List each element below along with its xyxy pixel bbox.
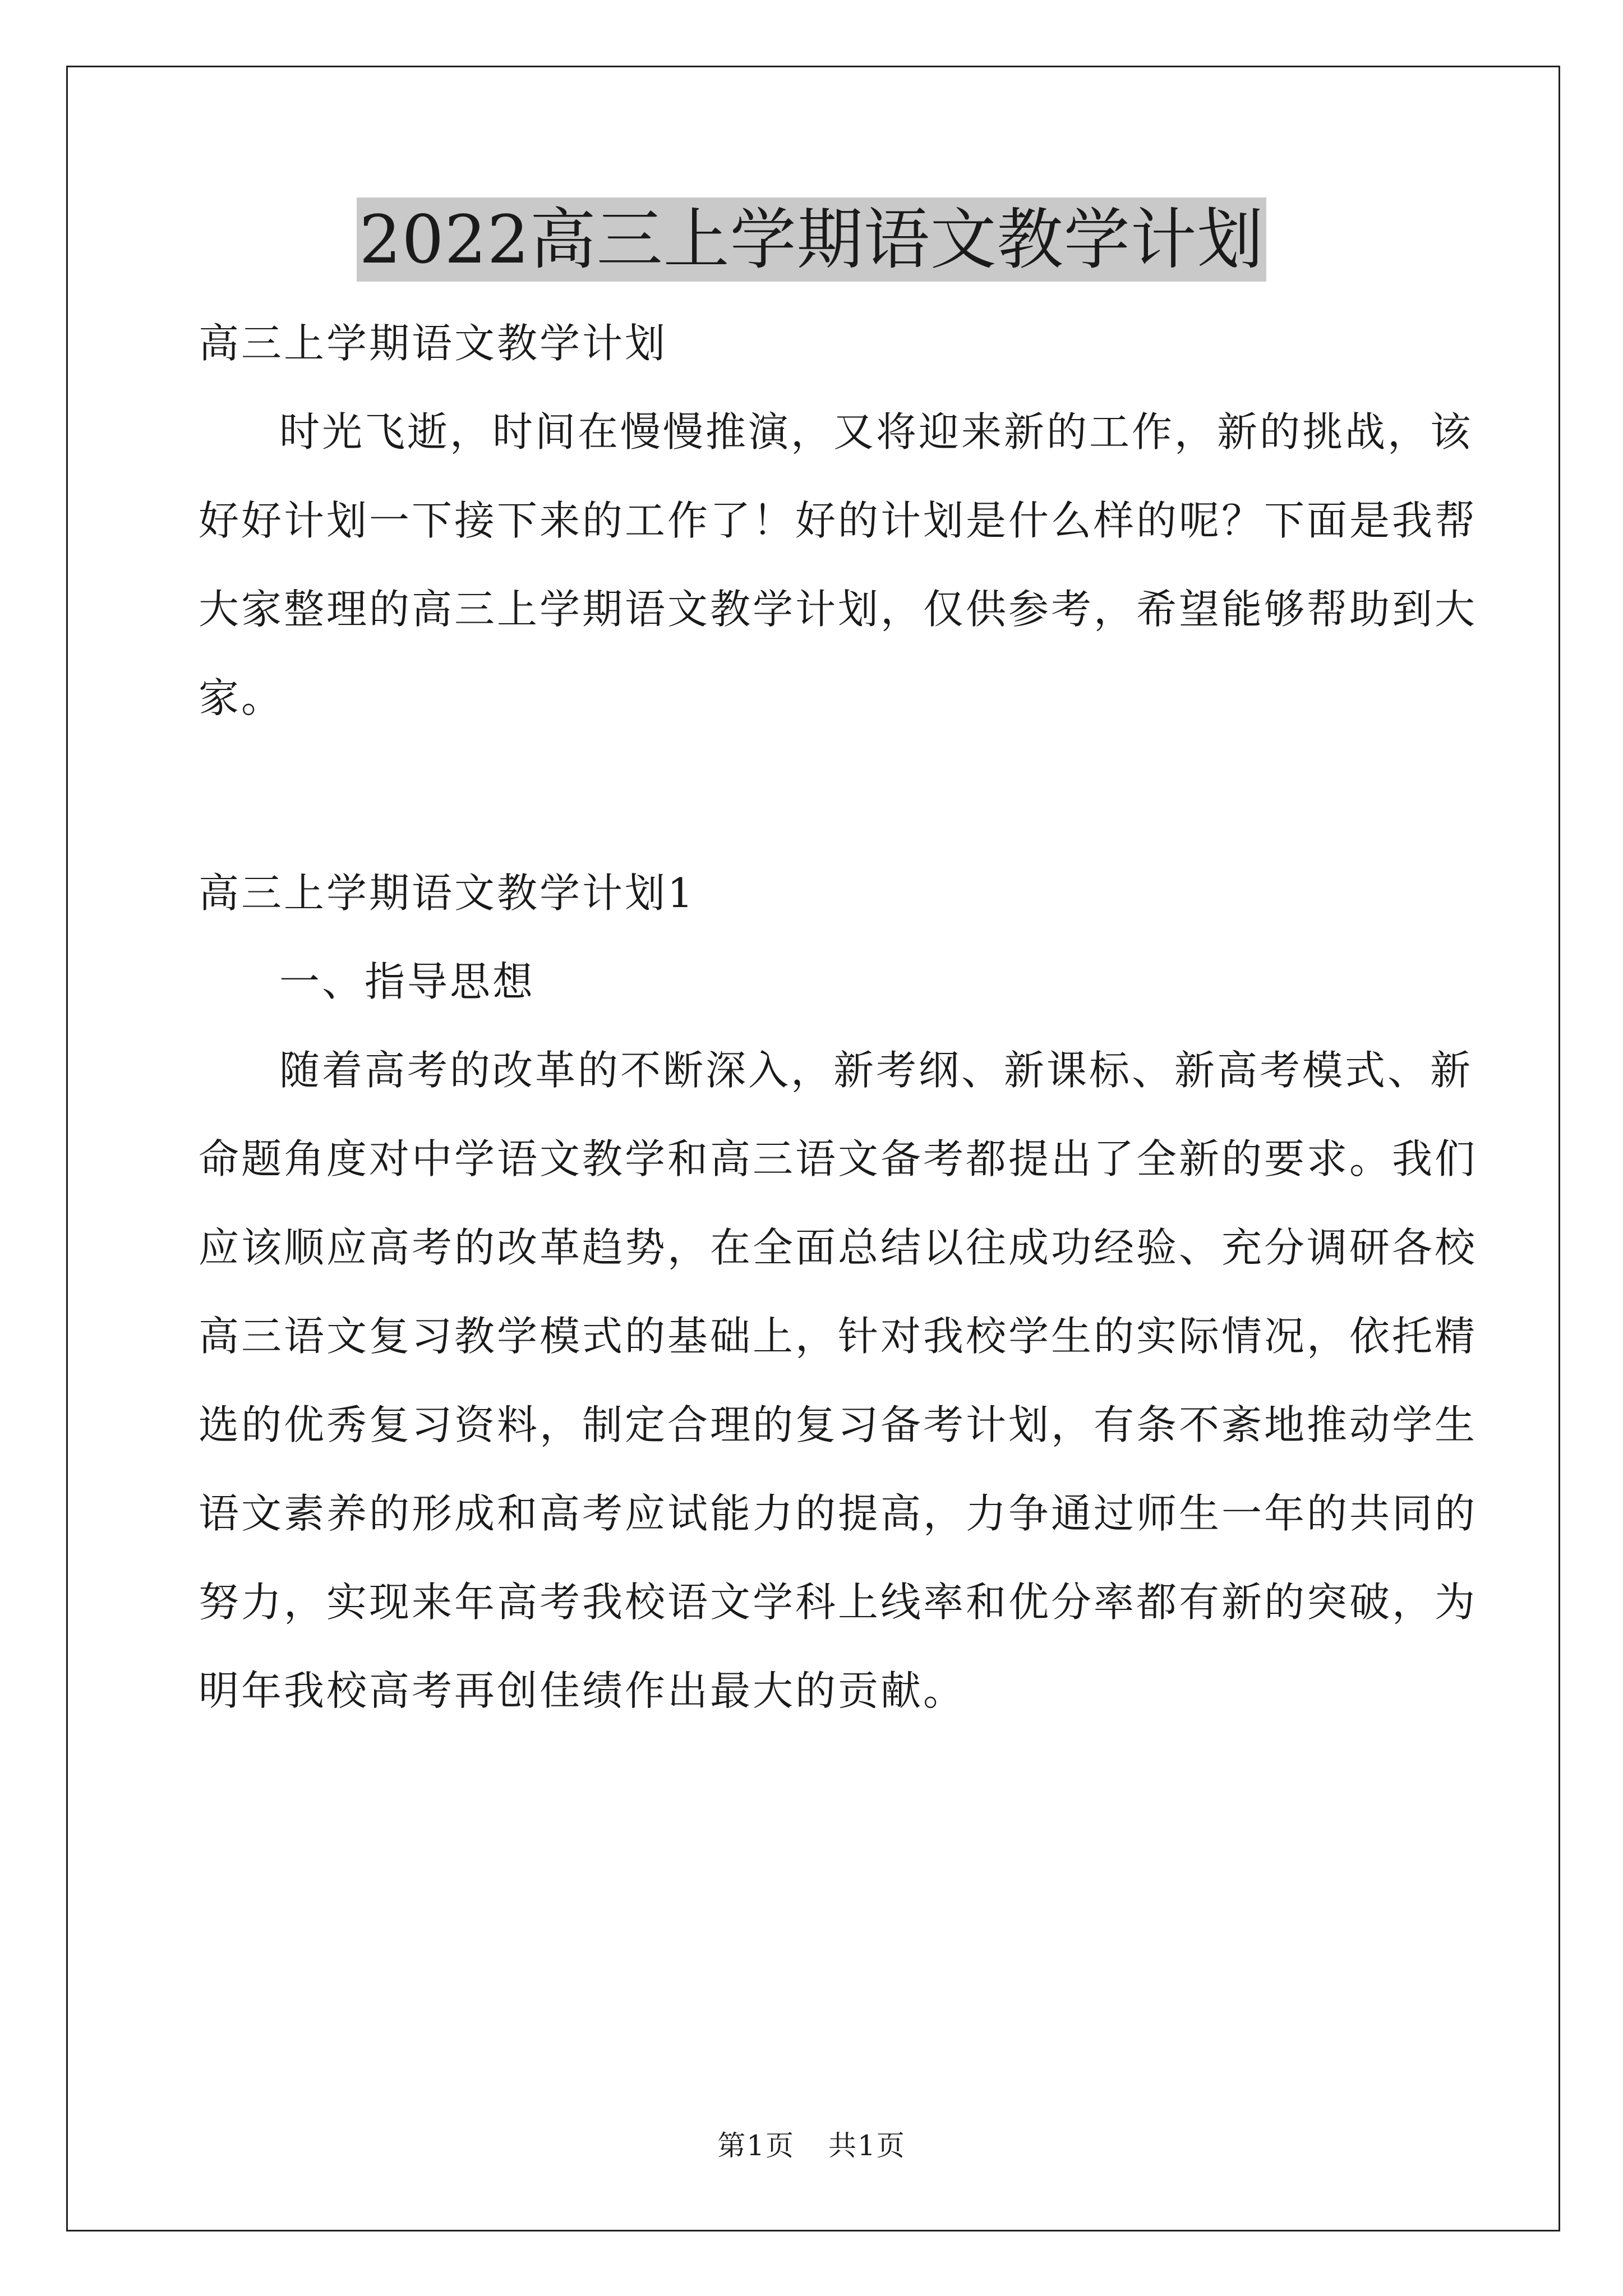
intro-line: 时光飞逝，时间在慢慢推演，又将迎来新的工作，新的挑战，该 — [279, 408, 1473, 455]
document-title: 2022高三上学期语文教学计划 — [357, 197, 1266, 282]
page-number: 第1页 — [717, 2129, 795, 2162]
title-block — [0, 197, 1623, 282]
body-line: 命题角度对中学语文教学和高三语文备考都提出了全新的要求。我们 — [199, 1135, 1478, 1182]
body-line: 高三语文复习教学模式的基础上，针对我校学生的实际情况，依托精 — [199, 1313, 1478, 1360]
document-body — [199, 299, 1478, 1735]
document-subtitle: 高三上学期语文教学计划 — [199, 320, 668, 367]
page-footer — [0, 2126, 1623, 2165]
intro-line: 大家整理的高三上学期语文教学计划，仅供参考，希望能够帮助到大 — [199, 586, 1478, 633]
paragraph-spacer — [199, 742, 1430, 849]
body-line: 明年我校高考再创佳绩作出最大的贡献。 — [199, 1667, 966, 1714]
section-title: 高三上学期语文教学计划1 — [199, 869, 695, 917]
body-line: 应该顺应高考的改革趋势，在全面总结以往成功经验、充分调研各校 — [199, 1224, 1478, 1271]
section-heading: 一、指导思想 — [279, 958, 536, 1005]
body-line: 选的优秀复习资料，制定合理的复习备考计划，有条不紊地推动学生 — [199, 1401, 1478, 1448]
body-line: 随着高考的改革的不断深入，新考纲、新课标、新高考模式、新 — [279, 1047, 1473, 1094]
intro-line: 家。 — [199, 674, 284, 721]
page-count: 共1页 — [828, 2129, 906, 2162]
body-line: 努力，实现来年高考我校语文学科上线率和优分率都有新的突破，为 — [199, 1579, 1478, 1626]
body-line: 语文素养的形成和高考应试能力的提高，力争通过师生一年的共同的 — [199, 1490, 1478, 1537]
intro-line: 好好计划一下接下来的工作了！好的计划是什么样的呢？下面是我帮 — [199, 497, 1478, 544]
